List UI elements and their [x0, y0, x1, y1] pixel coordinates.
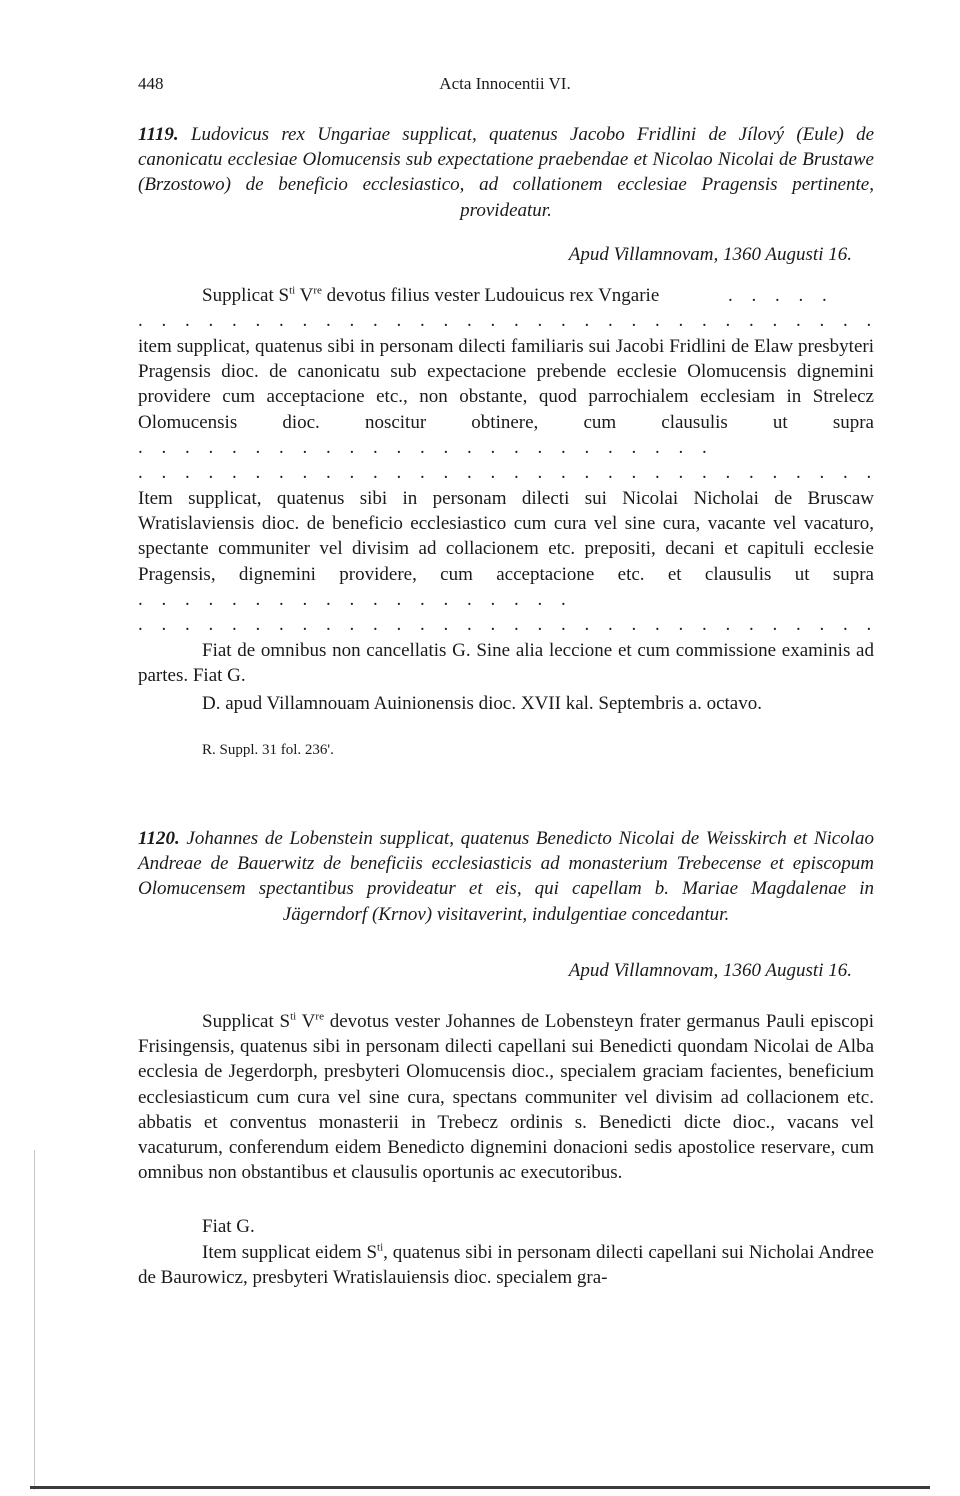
entry-1120-p3-pre: Item supplicat eidem S: [202, 1242, 378, 1263]
entry-1119-item-1-text: item supplicat, quatenus sibi in personam dilecti familiaris sui Jacobi Fridlini de Elaw presbyteri Pragensis dioc. de canonicatu sub expectacione prebende ecclesie Olomucensis dignemini providere cum acceptacione etc., non obstante, quod parrochialem ecclesiam in Strelecz Olomucensis dioc. noscitur obtinere, cum clausulis ut supra: [138, 336, 874, 433]
entry-1119-supplication-opening: Supplicat $S^{ti}$ Vre devotus filius vester Ludouicus rex Vngarie . . . . .: [202, 284, 834, 306]
entry-1119-item-2-text: Item supplicat, quatenus sibi in personam dilecti sui Nicolai Nicholai de Bruscaw Wratislaviensis dioc. de beneficio ecclesiastico cum cura vel sine cura, vacante vel vacaturo, spectante communiter vel divisim ad collacionem etc. prepositi, decani et capituli ecclesie Pragensis, dignemini providere, cum acceptacione etc. et clausulis ut supra: [138, 488, 874, 585]
entry-1120-paragraph-1: [138, 1009, 874, 1185]
page-header: [138, 74, 872, 100]
ellipsis-line: [138, 460, 874, 485]
entry-1119-reference: R. Suppl. 31 fol. 236'.: [202, 742, 334, 758]
entry-1119-paragraph-5: [138, 691, 874, 716]
page-number: 448: [138, 74, 164, 93]
entry-1119-reference-block: [138, 739, 874, 761]
running-title: Acta Innocentii VI.: [439, 74, 571, 93]
entry-1119-item-2: Item supplicat, quatenus sibi in personam dilecti sui Nicolai Nicholai de Bruscaw Wratislaviensis dioc. de beneficio ecclesiastico cum cura vel sine cura, vacante vel vacaturo, spectante communiter vel divisim ad collacionem etc. prepositi, decani et capituli ecclesie Pragensis, dignemini providere, cum acceptacione etc. et clausulis ut supra . . . . . . . . . . . . . . . . . . .: [138, 488, 874, 610]
scan-bottom-edge: [30, 1486, 930, 1489]
entry-1119-item-1: item supplicat, quatenus sibi in personam dilecti familiaris sui Jacobi Fridlini de Elaw presbyteri Pragensis dioc. de canonicatu sub expectacione prebende ecclesie Olomucensis dignemini providere cum acceptacione etc., non obstante, quod parrochialem ecclesiam in Strelecz Olomucensis dioc. noscitur obtinere, cum clausulis ut supra . . . . . . . . . . . . . . . . . . . . . . . . .: [138, 336, 874, 458]
entry-1120-place-date-block: [138, 958, 874, 984]
entry-1119-place-date-block: [138, 242, 874, 268]
entry-1120-place-date: Apud Villamnovam, 1360 Augusti 16.: [568, 960, 852, 981]
entry-1120-p1-sup1: ti: [290, 1010, 297, 1023]
entry-1120-p1-sup2: re: [315, 1010, 324, 1023]
scan-margin-line: [34, 1150, 35, 1490]
entry-1120-p3-post: , quatenus sibi in personam dilecti capellani sui Nicholai Andree de Baurowicz, presbyteri Wratislauiensis dioc. specialem gra-: [138, 1242, 874, 1289]
ellipsis-line: [138, 612, 874, 637]
entry-1119-p1-sup1: ti: [289, 284, 296, 297]
entry-1119-place-date: Apud Villamnovam, 1360 Augusti 16.: [568, 244, 852, 265]
entry-1120-p1-pre: Supplicat S: [202, 1011, 291, 1032]
entry-1120-fiat: Fiat G.: [202, 1216, 255, 1237]
entry-1119-paragraph-1: [138, 283, 874, 333]
entry-1120-item: [138, 1240, 874, 1290]
entry-1120-p3-sup: ti: [377, 1241, 384, 1254]
entry-1119-regest: [138, 122, 874, 223]
entry-1119: [138, 122, 874, 223]
entry-1119-fiat: Fiat de omnibus non cancellatis G. Sine alia leccione et cum commissione examinis ad partes. Fiat G.: [138, 640, 874, 687]
entry-1119-regest-text: Ludovicus rex Ungariae supplicat, quatenus Jacobo Fridlini de Jílový (Eule) de canonicatu ecclesiae Olomucensis sub expectatione praebendae et Nicolao Nicolai de Brustawe (Brzostowo) de beneficio ecclesiastico, ad collationem ecclesiae Pragensis pertinente, provideatur.: [138, 124, 875, 221]
entry-1119-datum: D. apud Villamnouam Auinionensis dioc. XVII kal. Septembris a. octavo.: [202, 693, 762, 714]
entry-1119-paragraph-4: [138, 638, 874, 688]
entry-1120-p1-post: devotus vester Johannes de Lobensteyn frater germanus Pauli episcopi Frisingensis, quatenus sibi in personam dilecti capellani sui Benedicti quondam Nicolai de Alba ecclesia de Jegerdorph, presbyteri Olomucensis dioc., specialem graciam facientes, beneficium ecclesiasticum cum cura vel sine cura, spectans communiter vel divisim ad collacionem etc. abbatis et conventus monasterii in Trebecz ordinis s. Benedicti dicte dioc., vacans vel vacaturum, conferendum eidem Benedicto dignemini donacioni sedis apostolice reservare, cum omnibus non obstantibus et clausulis oportunis ac executoribus.: [138, 1011, 874, 1184]
entry-1119-p1-mid: V: [295, 285, 314, 306]
ellipsis-line: [138, 308, 874, 333]
entry-1120-p1-mid: V: [296, 1011, 316, 1032]
entry-1120: [138, 826, 874, 927]
entry-1119-p1-sup2: re: [313, 284, 322, 297]
entry-1120-regest: [138, 826, 874, 927]
entry-1119-p1-post: devotus filius vester Ludouicus rex Vngarie: [321, 285, 660, 306]
entry-1120-paragraph-3: [138, 1240, 874, 1290]
entry-1120-regest-text: Johannes de Lobenstein supplicat, quatenus Benedicto Nicolai de Weisskirch et Nicolao Andreae de Bauerwitz de beneficiis ecclesiasticis ad monasterium Trebecense et episcopum Olomucensem spectantibus provideatur et eis, qui capellam b. Mariae Magdalenae in Jägerndorf (Krnov) visitaverint, indulgentiae concedantur.: [138, 828, 874, 925]
entry-1119-paragraph-3: [138, 486, 874, 637]
entry-1119-number: 1119.: [138, 124, 179, 145]
entry-1119-paragraph-2: [138, 334, 874, 485]
entry-1119-p1-pre: Supplicat S: [202, 285, 290, 306]
entry-1120-paragraph-2: [138, 1214, 874, 1239]
entry-1120-number: 1120.: [138, 828, 180, 849]
entry-1120-supplication: [138, 1009, 874, 1185]
